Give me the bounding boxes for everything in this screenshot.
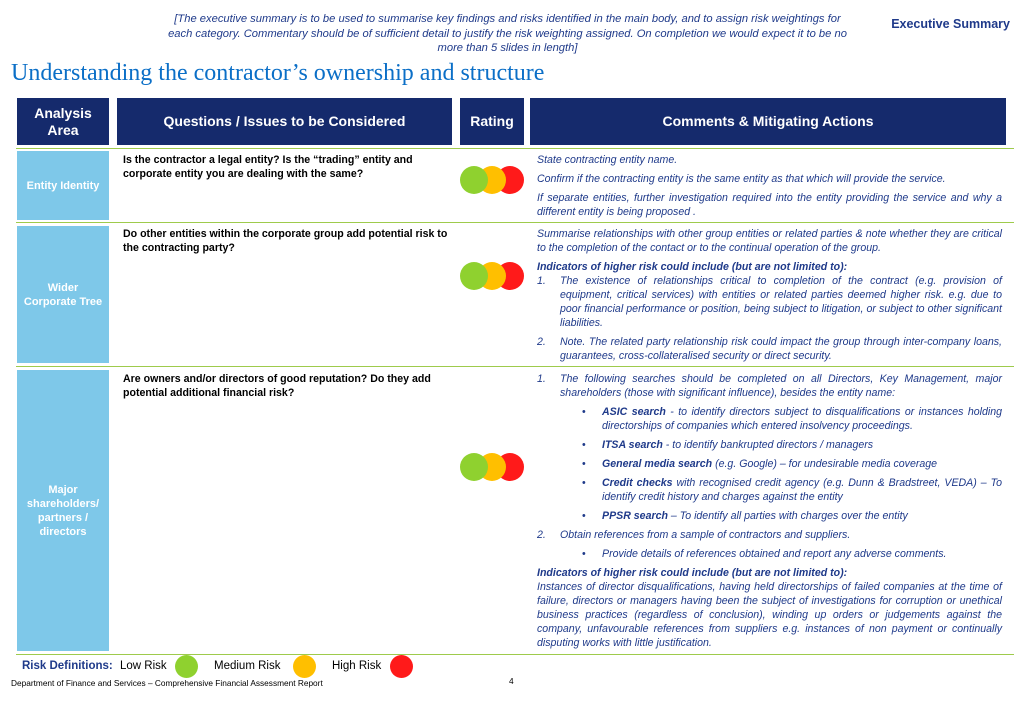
numbered-item	[537, 372, 1002, 400]
bullet-icon: •	[582, 510, 586, 522]
comment-text: If separate entities, further investigation required into the entity providing the service and why a different entity is being proposed .	[537, 192, 1002, 218]
risk-indicators-heading: Indicators of higher risk could include (but are not limited to):	[537, 261, 848, 273]
bullet-icon: •	[582, 477, 586, 489]
bullet-icon: •	[582, 548, 586, 560]
risk-indicators-heading: Indicators of higher risk could include (but are not limited to):	[537, 567, 848, 579]
area-major-shareholders: Major shareholders/ partners / directors	[17, 370, 109, 651]
medium-risk-dot	[293, 655, 316, 678]
legend-label: Risk Definitions:	[22, 660, 113, 672]
comment-text: State contracting entity name.	[537, 154, 678, 166]
rating-wider-corporate-tree	[460, 262, 526, 290]
bullet-icon: •	[582, 406, 586, 418]
search-name: PPSR search	[602, 510, 668, 522]
bullet-icon: •	[582, 458, 586, 470]
legend-high-text: High Risk	[332, 660, 382, 672]
bullet-item	[537, 405, 1002, 433]
search-description: with recognised credit agency (e.g. Dunn & Bradstreet, VEDA) – To identify credit history and charges against the entity	[602, 477, 1002, 503]
bullet-item	[537, 457, 1002, 471]
area-wider-corporate-tree: Wider Corporate Tree	[17, 226, 109, 363]
bullet-icon: •	[582, 439, 586, 451]
question-wider-corporate-tree: Do other entities within the corporate group add potential risk to the contracting party?	[123, 228, 448, 254]
search-name: ITSA search	[602, 439, 663, 451]
search-name: ASIC search	[602, 406, 666, 418]
item-text: The existence of relationships critical to completion of the contract (e.g. provision of equipment, critical services) with entities or related parties deemed higher risk. e.g. due to poor financial performance or position, being subject to litigation, or subject to other significant liabilities.	[560, 275, 1002, 329]
search-name: Credit checks	[602, 477, 673, 489]
row-divider	[16, 148, 1014, 149]
footer-text: Department of Finance and Services – Comprehensive Financial Assessment Report	[11, 678, 323, 688]
section-label: Executive Summary	[891, 17, 1010, 31]
low-risk-dot	[460, 166, 488, 194]
risk-legend	[22, 654, 462, 680]
low-risk-dot	[175, 655, 198, 678]
numbered-item	[537, 335, 1002, 363]
bullet-item	[537, 547, 1002, 561]
search-name: General media search	[602, 458, 713, 470]
page-title: Understanding the contractor’s ownership and structure	[11, 60, 545, 86]
search-description: - to identify directors subject to disqualifications or instances holding directorships of companies which entered insolvency proceedings.	[602, 406, 1002, 432]
low-risk-dot	[460, 453, 488, 481]
bullet-item	[537, 509, 1002, 523]
bullet-item	[537, 476, 1002, 504]
numbered-item	[537, 528, 1002, 542]
item-number: 2.	[537, 529, 546, 541]
question-major-shareholders: Are owners and/or directors of good reputation? Do they add potential additional financial risk?	[123, 373, 431, 399]
item-number: 2.	[537, 336, 546, 348]
item-text: The following searches should be completed on all Directors, Key Management, major shareholders (those with significant influence), besides the entity name:	[560, 373, 1002, 399]
page-number: 4	[509, 676, 514, 686]
item-text: Note. The related party relationship risk could impact the group through inter-company loans, guarantees, cross-collateralised security or direct security.	[560, 336, 1002, 362]
legend-medium-text: Medium Risk	[214, 660, 281, 672]
comments-entity-identity	[537, 153, 1002, 224]
item-number: 1.	[537, 373, 546, 385]
area-entity-identity: Entity Identity	[17, 151, 109, 220]
comment-text: Summarise relationships with other group entities or related parties & note whether they are critical to the completion of the contact or to the continual operation of the group.	[537, 228, 1002, 254]
search-description: – To identify all parties with charges over the entity	[667, 510, 908, 522]
item-number: 1.	[537, 275, 546, 287]
bullet-text: Provide details of references obtained and report any adverse comments.	[602, 548, 947, 560]
column-header-questions: Questions / Issues to be Considered	[117, 98, 452, 145]
bullet-item	[537, 438, 1002, 452]
numbered-item	[537, 274, 1002, 330]
low-risk-dot	[460, 262, 488, 290]
search-description: (e.g. Google) – for undesirable media coverage	[712, 458, 938, 470]
comment-text: Confirm if the contracting entity is the same entity as that which will provide the service.	[537, 173, 946, 185]
comments-wider-corporate-tree	[537, 227, 1002, 368]
comments-major-shareholders	[537, 372, 1002, 650]
instruction-note: [The executive summary is to be used to summarise key findings and risks identified in the main body, and to assign risk weightings for each category. Commentary should be of sufficient detail to justify the risk weighting assigned. On completion we would expect it to be no more than 5 slides in length]	[168, 13, 847, 54]
high-risk-dot	[390, 655, 413, 678]
rating-major-shareholders	[460, 453, 526, 481]
rating-entity-identity	[460, 166, 526, 194]
legend-low-text: Low Risk	[120, 660, 167, 672]
column-header-comments: Comments & Mitigating Actions	[530, 98, 1006, 145]
search-description: - to identify bankrupted directors / managers	[662, 439, 874, 451]
risk-indicators-text: Instances of director disqualifications, having held directorships of failed companies at the time of failure, directors or managers having been the subject of investigations for corruption or unethical business practices (regardless of conclusion), winding up orders or judgements against the company, unfavourable references from suppliers e.g. instances of non payment or continually disputing works with little justification.	[537, 581, 1002, 649]
item-text: Obtain references from a sample of contractors and suppliers.	[560, 529, 851, 541]
column-header-rating: Rating	[460, 98, 524, 145]
question-entity-identity: Is the contractor a legal entity? Is the “trading” entity and corporate entity you are dealing with the same?	[123, 154, 413, 180]
column-header-analysis-area: Analysis Area	[17, 98, 109, 145]
